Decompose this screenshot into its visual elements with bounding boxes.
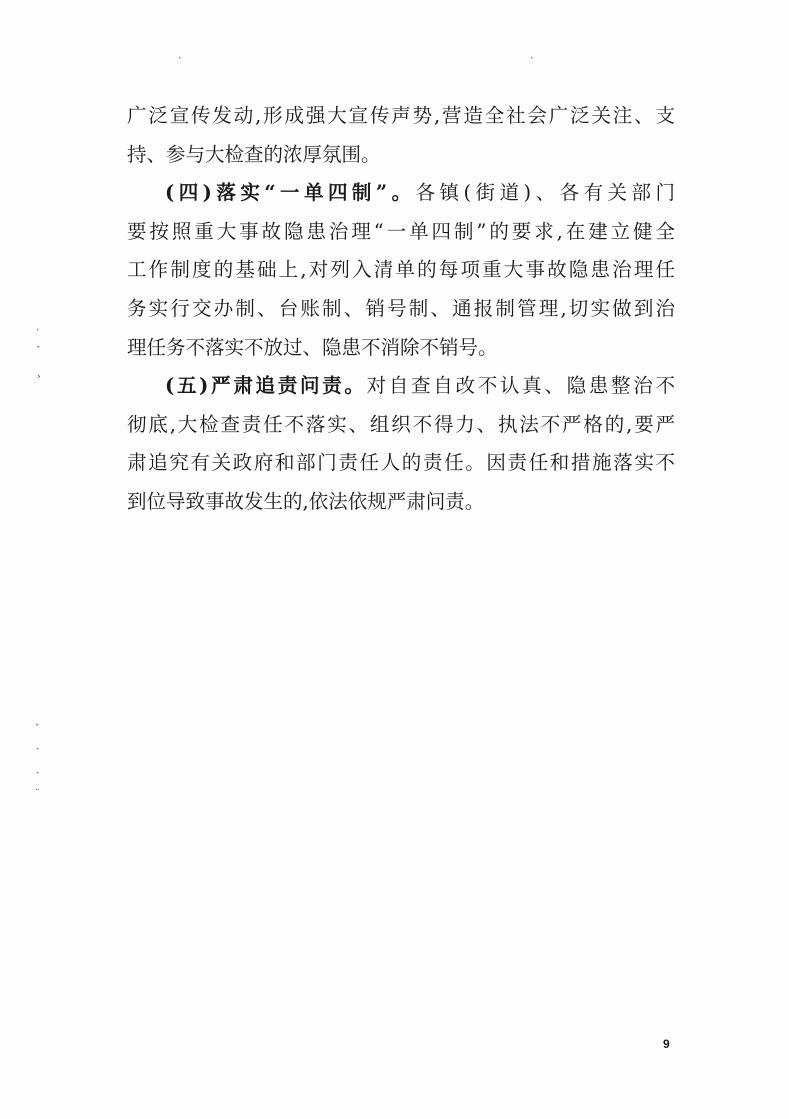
scan-mark: ˋ [530,57,535,67]
text-line: 到位导致事故发生的,依法依规严肃问责。 [127,489,485,513]
text-line: 持、参与大检查的浓厚氛围。 [127,142,381,166]
text-line: 要按照重大事故隐患治理“一单四制”的要求,在建立健全 [127,219,675,243]
scan-mark: ¨ [35,789,40,799]
page-number: 9 [663,1037,670,1051]
scan-mark: ˊ [35,329,40,339]
scan-mark: ˇ [35,724,40,734]
scan-mark: ˇ [36,346,41,356]
section-4-line [127,174,675,213]
text-line: 务实行交办制、台账制、销号制、通报制管理,切实做到治 [127,296,675,320]
text-line: 工作制度的基础上,对列入清单的每项重大事故隐患治理任 [127,258,675,282]
text-line: 彻底,大检查责任不落实、组织不得力、执法不严格的,要严 [127,412,675,436]
scan-mark: - [36,744,40,754]
text-line: 广泛宣传发动,形成强大宣传声势,营造全社会广泛关注、支 [127,104,675,127]
section-5-heading: (五)严肃追责问责。 [165,374,367,398]
section-5-text: 对自查自改不认真、隐患整治不 [366,374,675,398]
scan-mark: ˋ [178,57,183,67]
scan-mark: - [36,768,40,778]
section-4-heading: (四)落实“一单四制”。 [165,181,416,205]
body-text [127,97,675,522]
section-4-text: 各镇(街道)、各有关部门 [415,181,675,205]
text-line: 肃追究有关政府和部门责任人的责任。因责任和措施落实不 [127,451,675,475]
section-5-line [127,367,675,406]
scan-mark: › [37,372,41,382]
text-line: 理任务不落实不放过、隐患不消除不销号。 [127,335,498,359]
